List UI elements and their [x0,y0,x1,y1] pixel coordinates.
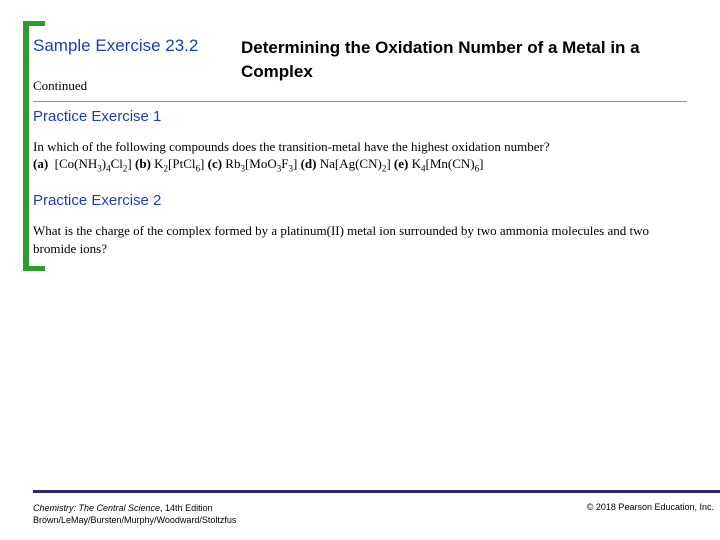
practice-1-heading: Practice Exercise 1 [33,108,162,125]
exercise-label: Sample Exercise 23.2 [33,36,199,55]
book-edition: , 14th Edition [160,503,213,513]
footer-divider [33,490,720,493]
choice-a-label: (a) [33,156,49,171]
accent-bracket-bottom [23,266,45,271]
practice-1-question: In which of the following compounds does the transition-metal have the highest oxidation number? [33,139,550,154]
choice-e: $K_4[Mn(CN)_6]$ [411,156,484,174]
copyright: © 2018 Pearson Education, Inc. [586,502,714,512]
choice-c: $Rb_3[MoO_3F_3]$ [225,156,298,174]
practice-2-question: What is the charge of the complex formed by a platinum(II) metal ion surrounded by two ammonia molecules and two bromide ions? [33,223,650,256]
continued-label: Continued [33,78,88,93]
footer-citation [33,502,236,526]
divider [33,101,687,102]
choice-d: $Na[Ag(CN)_2]$ [319,156,391,174]
page-title: Determining the Oxidation Number of a Metal in a Complex [241,38,640,81]
answer-choices [33,156,483,172]
practice-2-heading: Practice Exercise 2 [33,192,162,209]
choice-c-label: (c) [207,156,223,171]
book-authors: Brown/LeMay/Bursten/Murphy/Woodward/Stoltzfus [33,515,237,525]
book-title: Chemistry: The Central Science [33,503,161,513]
choice-b-label: (b) [135,156,151,171]
accent-bracket [23,21,29,271]
choice-a: $[Co(NH_3)_4Cl_2]$ [54,156,132,174]
choice-b: $K_2[PtCl_6]$ [154,156,205,174]
choice-e-label: (e) [393,156,409,171]
choice-d-label: (d) [300,156,317,171]
accent-bracket-top [23,21,45,26]
